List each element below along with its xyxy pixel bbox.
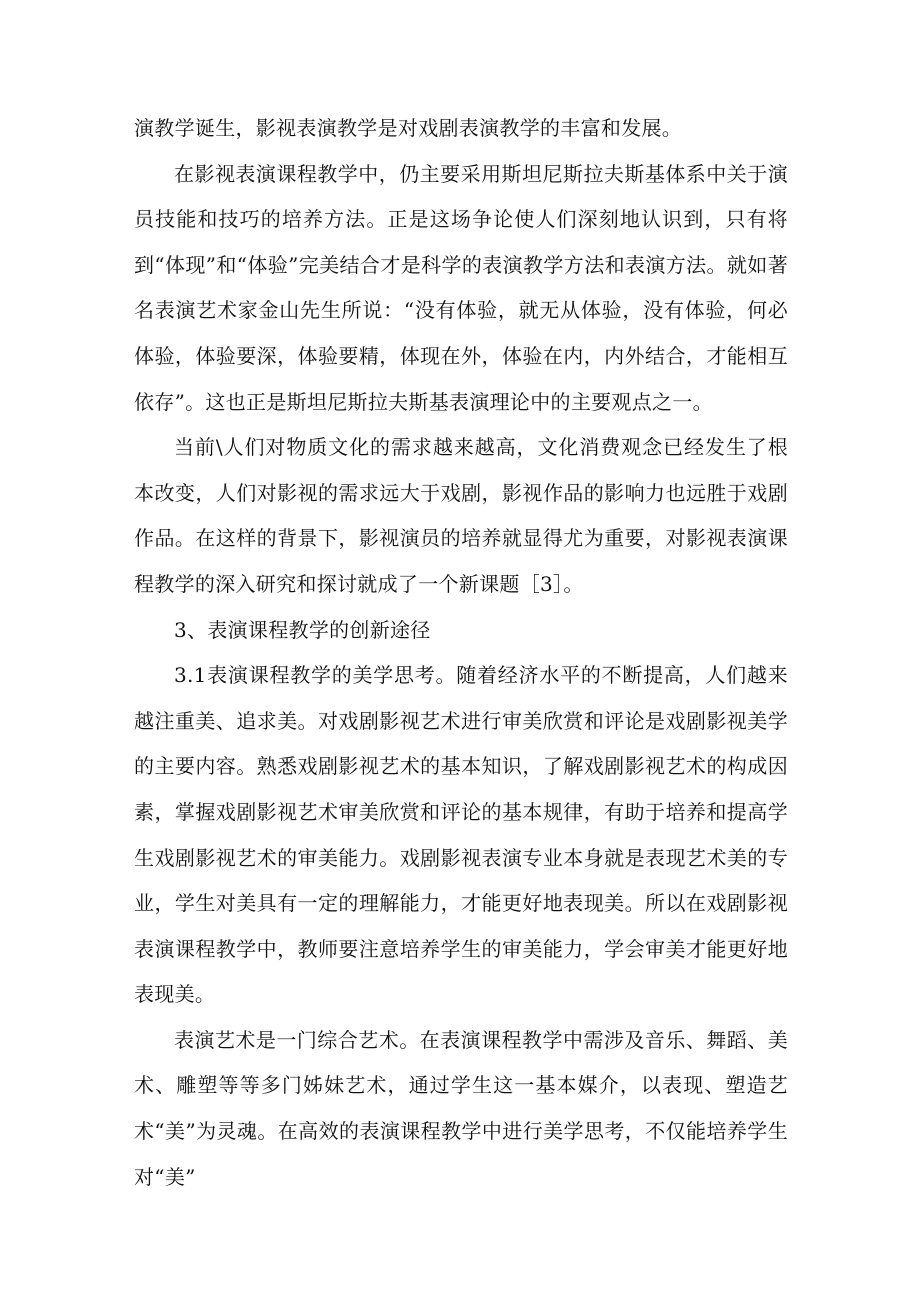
section-heading-innovation: 3、表演课程教学的创新途径 (174, 617, 431, 642)
paragraph-comprehensive-art: 表演艺术是一门综合艺术。在表演课程教学中需涉及音乐、舞蹈、美术、雕塑等等多门姊妹艺术，通过学生这一基本媒介，以表现、塑造艺术“美”为灵魂。在高效的表演课程教学中进行美学思考，不仅能培养学生对“美” (134, 1027, 788, 1189)
paragraph-training-methods: 在影视表演课程教学中，仍主要采用斯坦尼斯拉夫斯基体系中关于演员技能和技巧的培养方法。正是这场争论使人们深刻地认识到，只有将到“体现”和“体验”完美结合才是科学的表演教学方法和表演方法。就如著名表演艺术家金山先生所说：“没有体验，就无从体验，没有体验，何必体验，体验要深，体验要精，体现在外，体验在内，内外结合，才能相互依存”。这也正是斯坦尼斯拉夫斯基表演理论中的主要观点之一。 (134, 161, 788, 414)
paragraph-aesthetics: 3.1表演课程教学的美学思考。随着经济水平的不断提高，人们越来越注重美、追求美。对戏剧影视艺术进行审美欣赏和评论是戏剧影视美学的主要内容。熟悉戏剧影视艺术的基本知识，了解戏剧影视艺术的构成因素，掌握戏剧影视艺术审美欣赏和评论的基本规律，有助于培养和提高学生戏剧影视艺术的审美能力。戏剧影视表演专业本身就是表现艺术美的专业，学生对美具有一定的理解能力，才能更好地表现美。所以在戏剧影视表演课程教学中，教师要注意培养学生的审美能力，学会审美才能更好地表现美。 (134, 663, 788, 1007)
paragraph-continuation: 演教学诞生，影视表演教学是对戏剧表演教学的丰富和发展。 (134, 116, 683, 140)
document-body (134, 106, 788, 1200)
paragraph-current-demand: 当前\人们对物质文化的需求越来越高，文化消费观念已经发生了根本改变，人们对影视的需求远大于戏剧，影视作品的影响力也远胜于戏剧作品。在这样的背景下，影视演员的培养就显得尤为重要，对影视表演课程教学的深入研究和探讨就成了一个新课题［3］。 (134, 435, 788, 596)
